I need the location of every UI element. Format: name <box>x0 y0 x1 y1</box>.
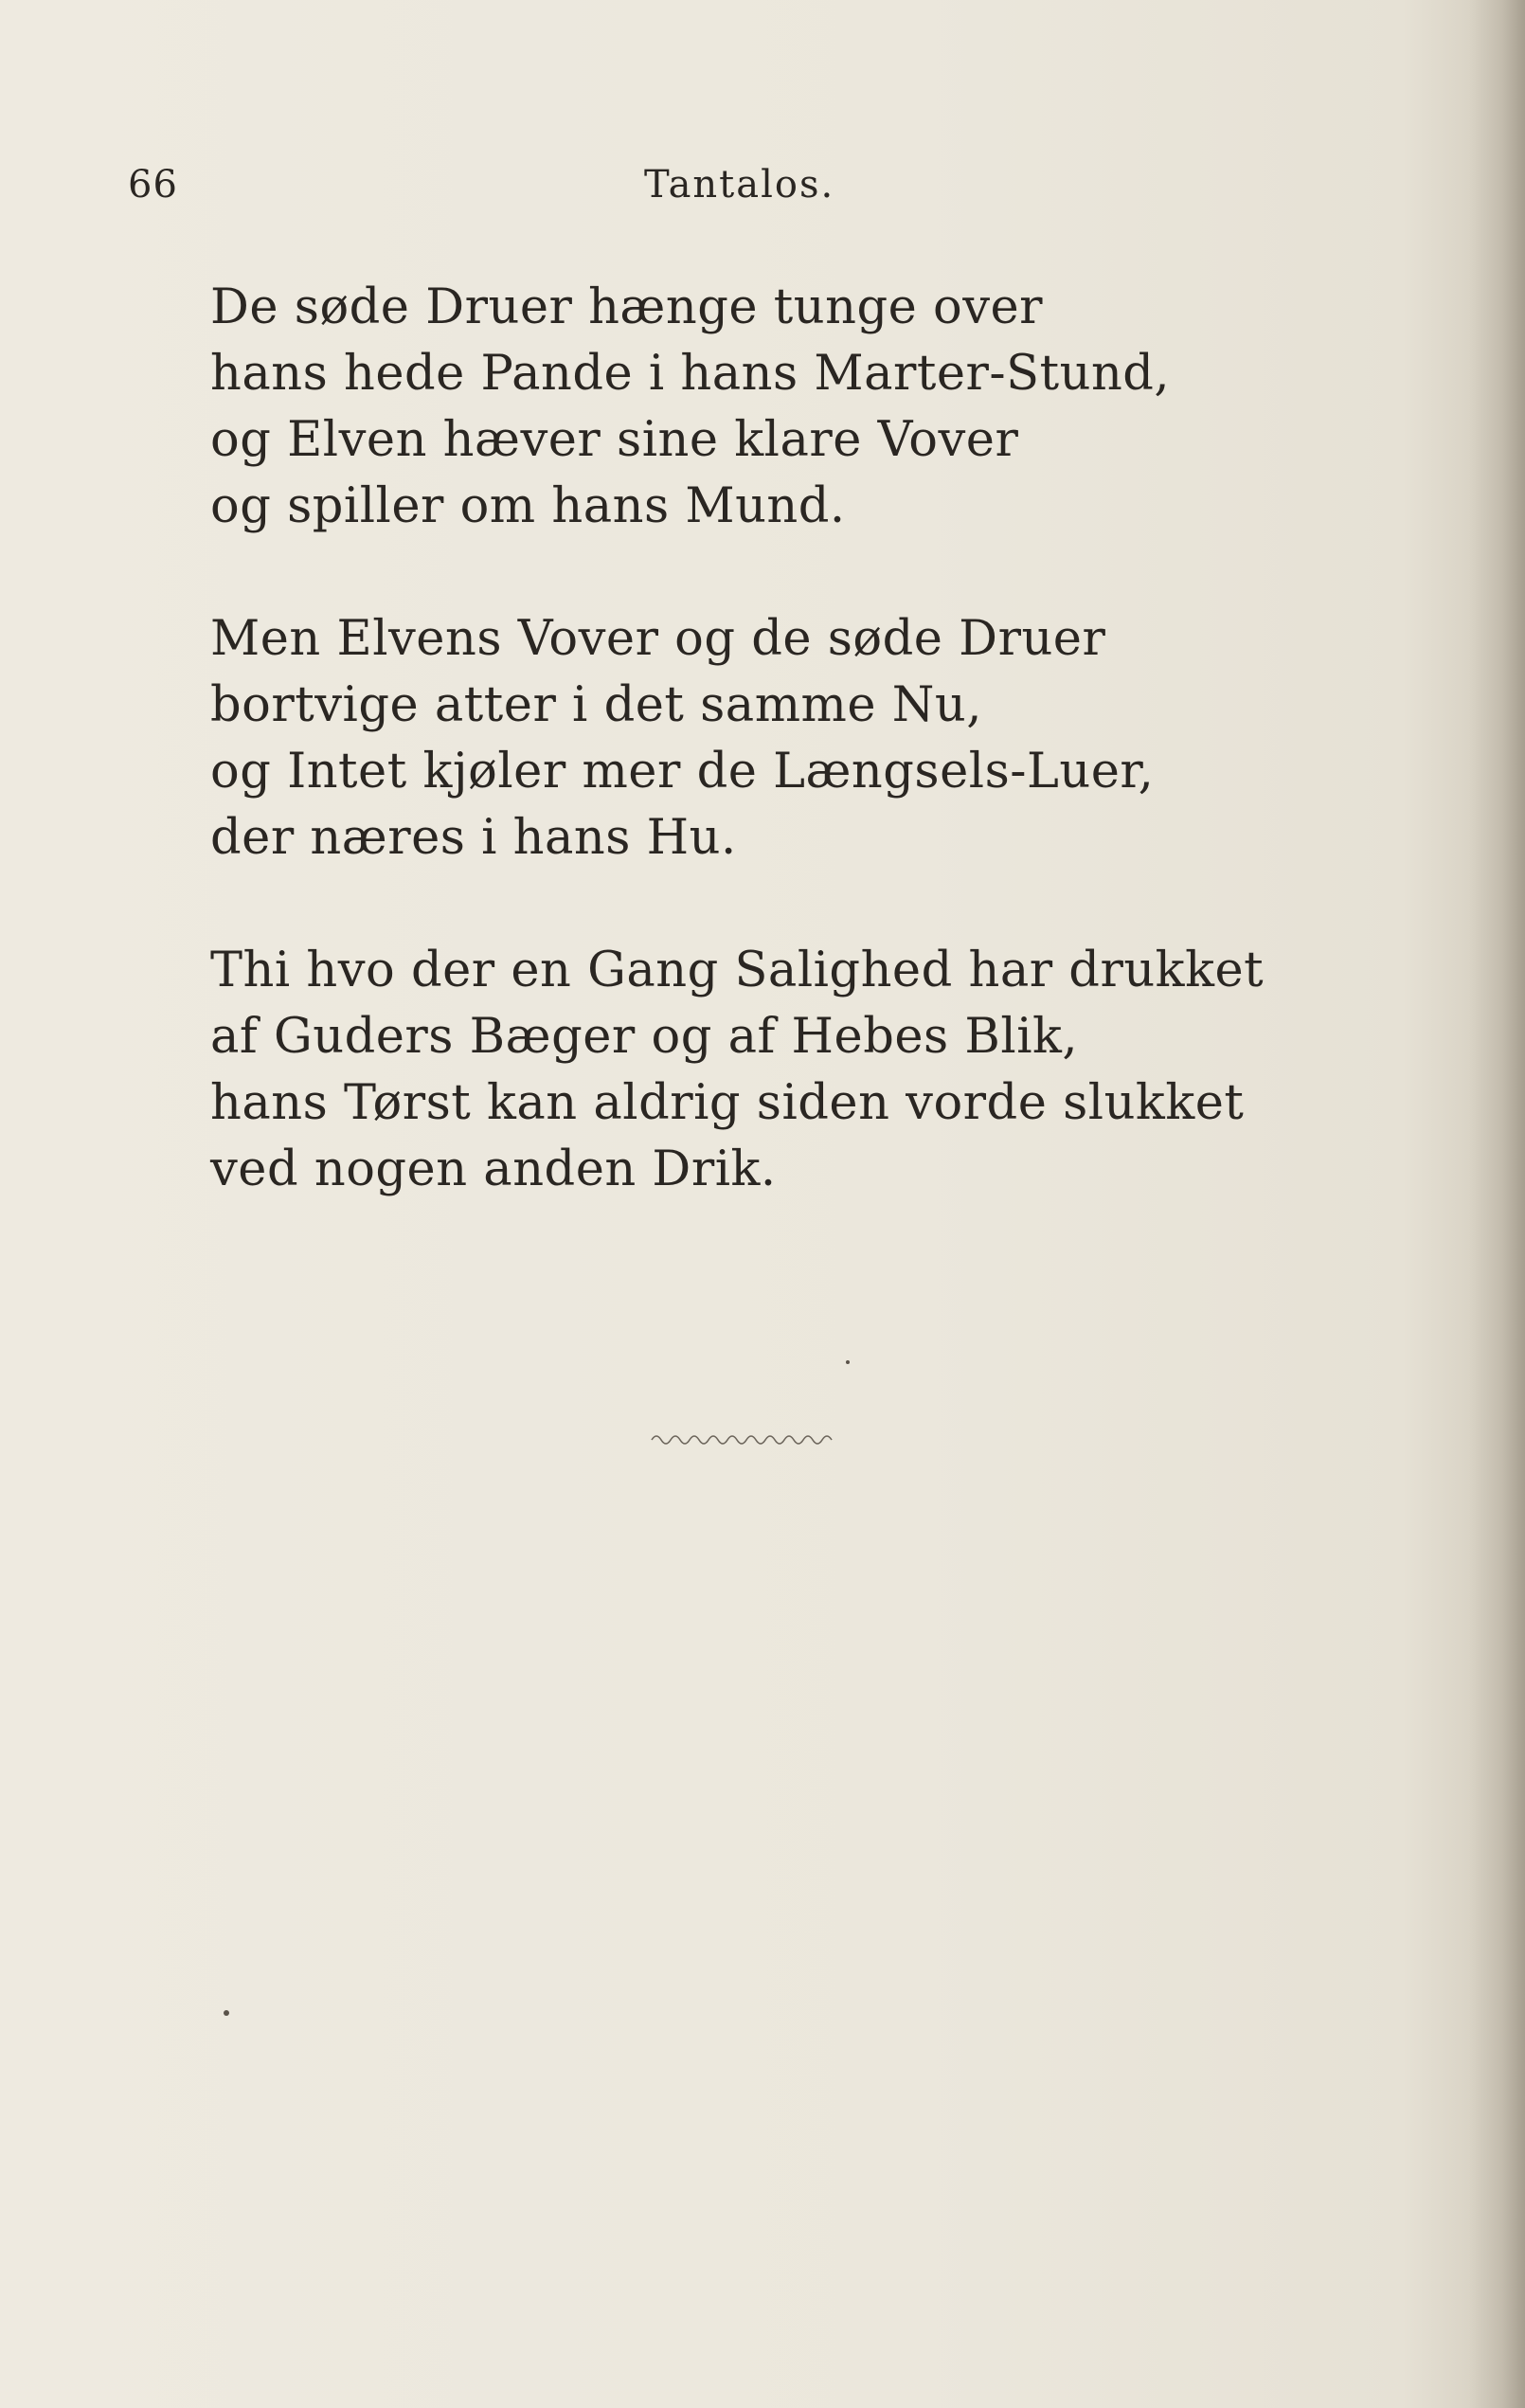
running-title: Tantalos. <box>644 163 835 207</box>
poem-line: ved nogen anden Drik. <box>210 1141 777 1197</box>
poem-line: hans Tørst kan aldrig siden vorde slukket <box>210 1075 1245 1131</box>
print-speck <box>224 2010 229 2016</box>
poem-line: De søde Druer hænge tunge over <box>210 279 1044 335</box>
print-speck <box>846 1360 850 1364</box>
poem-line: der næres i hans Hu. <box>210 810 737 866</box>
poem-line: og Elven hæver sine klare Vover <box>210 412 1019 468</box>
wavy-line-ornament-icon <box>650 1429 839 1447</box>
page-edge-shadow <box>1468 0 1525 2408</box>
poem-line: og spiller om hans Mund. <box>210 478 846 534</box>
poem <box>210 275 1300 1269</box>
stanza-2 <box>210 606 1300 872</box>
page-number: 66 <box>128 163 178 207</box>
poem-line: hans hede Pande i hans Marter-Stund, <box>210 346 1171 402</box>
poem-line: og Intet kjøler mer de Længsels-Luer, <box>210 744 1155 800</box>
poem-line: Men Elvens Vover og de søde Druer <box>210 611 1106 667</box>
poem-line: bortvige atter i det samme Nu, <box>210 677 982 733</box>
poem-line: af Guders Bæger og af Hebes Blik, <box>210 1009 1079 1065</box>
page-header <box>0 163 1525 220</box>
stanza-1 <box>210 275 1300 540</box>
poem-line: Thi hvo der en Gang Salighed har drukket <box>210 943 1265 998</box>
stanza-3 <box>210 938 1300 1203</box>
